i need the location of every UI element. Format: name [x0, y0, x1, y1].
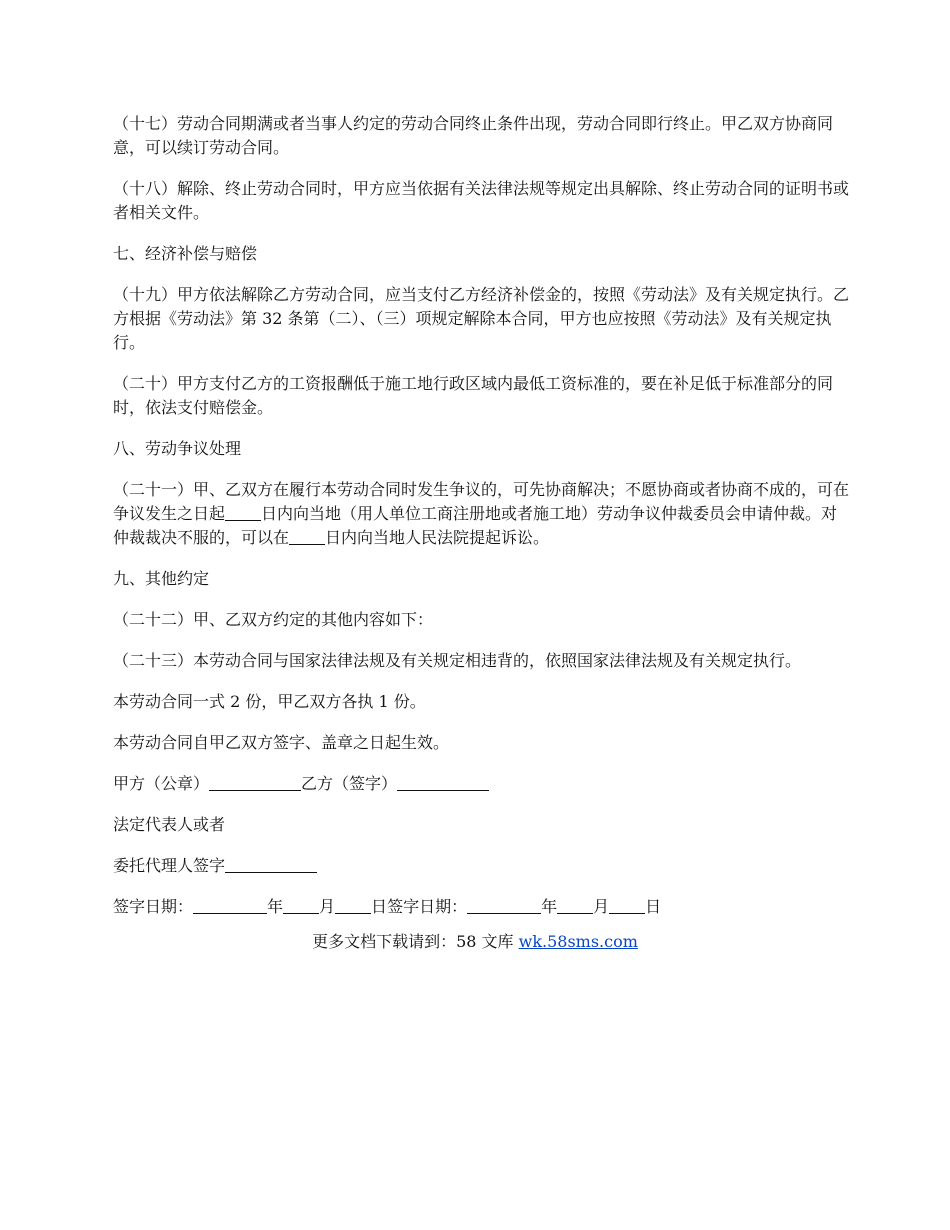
year-blank-a — [193, 897, 267, 914]
section-heading-8: 八、劳动争议处理 — [113, 439, 242, 458]
party-b-blank — [397, 774, 489, 791]
date-label-a: 签字日期： — [113, 897, 194, 916]
clause-17: （十七）劳动合同期满或者当事人约定的劳动合同终止条件出现，劳动合同即行终止。甲乙双方协商同意，可以续订劳动合同。 — [113, 114, 834, 157]
blank-days-arbitration — [225, 504, 261, 521]
month-blank-b — [557, 897, 593, 914]
clause-21 — [113, 478, 850, 550]
blank-days-lawsuit — [289, 528, 325, 545]
signature-date-line — [113, 895, 850, 919]
footer-link[interactable]: wk.58sms.com — [518, 932, 638, 951]
clause-22: （二十二）甲、乙双方约定的其他内容如下： — [113, 610, 434, 629]
month-blank-a — [283, 897, 319, 914]
month-label-b: 月 — [593, 897, 610, 916]
year-label-a: 年 — [267, 897, 284, 916]
clause-20: （二十）甲方支付乙方的工资报酬低于施工地行政区域内最低工资标准的，要在补足低于标准部分的同时，依法支付赔偿金。 — [113, 374, 834, 417]
year-label-b: 年 — [541, 897, 558, 916]
document-body — [113, 112, 850, 936]
signature-line-parties — [113, 772, 850, 796]
day-blank-a — [335, 897, 371, 914]
date-label-b: 签字日期： — [387, 897, 468, 916]
copies-statement: 本劳动合同一式 2 份，甲乙双方各执 1 份。 — [113, 692, 426, 711]
section-heading-9: 九、其他约定 — [113, 569, 210, 588]
footer-text: 更多文档下载请到：58 文库 — [312, 932, 519, 951]
clause-21-part-b: 日内向当地（用人单位工商注册地或者施工地）劳动争议仲裁委员会申请仲裁。对仲裁裁决不服的，可以在 — [113, 504, 838, 547]
effective-statement: 本劳动合同自甲乙双方签字、盖章之日起生效。 — [113, 733, 450, 752]
day-blank-b — [609, 897, 645, 914]
clause-21-part-c: 日内向当地人民法院提起诉讼。 — [325, 528, 550, 547]
party-a-blank — [209, 774, 301, 791]
day-label-a: 日 — [371, 897, 388, 916]
download-footer — [0, 930, 950, 954]
day-label-b: 日 — [645, 897, 662, 916]
clause-19: （十九）甲方依法解除乙方劳动合同，应当支付乙方经济补偿金的，按照《劳动法》及有关规定执行。乙方根据《劳动法》第 32 条第（二）、（三）项规定解除本合同，甲方也应按照《劳动法》及有关规定执行。 — [113, 285, 850, 352]
clause-21-part-a: （二十一）甲、乙双方在履行本劳动合同时发生争议的，可先协商解决；不愿协商或者协商不成的，可在争议发生之日起 — [113, 480, 850, 523]
year-blank-b — [467, 897, 541, 914]
clause-18: （十八）解除、终止劳动合同时，甲方应当依据有关法律法规等规定出具解除、终止劳动合同的证明书或者相关文件。 — [113, 179, 850, 222]
agent-label: 委托代理人签字 — [113, 856, 226, 875]
clause-23: （二十三）本劳动合同与国家法律法规及有关规定相违背的，依照国家法律法规及有关规定执行。 — [113, 651, 802, 670]
agent-signature-line — [113, 854, 850, 878]
party-b-label: 乙方（签字） — [301, 774, 398, 793]
legal-rep-line: 法定代表人或者 — [113, 815, 226, 834]
section-heading-7: 七、经济补偿与赔偿 — [113, 244, 258, 263]
party-a-label: 甲方（公章） — [113, 774, 210, 793]
month-label-a: 月 — [319, 897, 336, 916]
agent-blank — [225, 856, 317, 873]
